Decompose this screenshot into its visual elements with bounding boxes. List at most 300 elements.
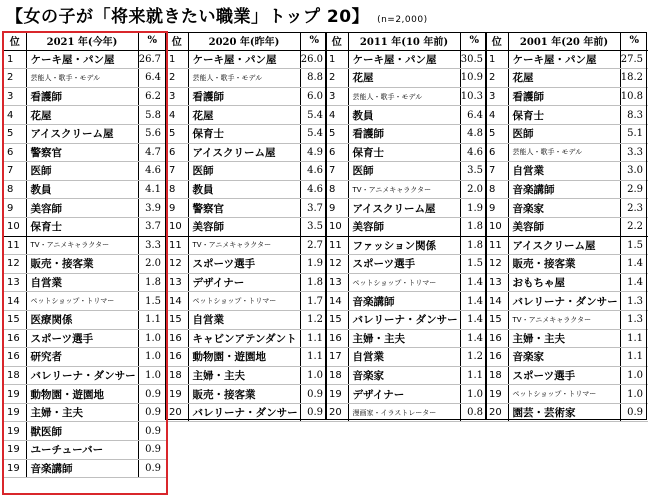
table-row xyxy=(4,143,166,162)
job-cell: デザイナー xyxy=(188,273,300,292)
rank-cell: 2 xyxy=(4,69,26,88)
percent-cell: 30.5 xyxy=(460,50,488,69)
header-year: 2021 年(今年) xyxy=(26,32,138,50)
percent-cell: 2.2 xyxy=(620,217,648,236)
percent-cell: 0.9 xyxy=(138,422,166,441)
job-cell: 芸能人・歌手・モデル xyxy=(26,69,138,88)
table-row xyxy=(326,87,488,106)
table-row xyxy=(4,459,166,478)
table-row xyxy=(326,273,488,292)
rank-cell: 11 xyxy=(486,236,508,255)
job-cell: スポーツ選手 xyxy=(348,255,460,274)
percent-cell: 5.1 xyxy=(620,124,648,143)
job-cell: ケーキ屋・パン屋 xyxy=(348,50,460,69)
percent-cell: 3.5 xyxy=(300,217,328,236)
table-row xyxy=(166,69,328,88)
percent-cell: 5.4 xyxy=(300,106,328,125)
table-row xyxy=(166,348,328,367)
percent-cell: 1.8 xyxy=(300,273,328,292)
job-cell: バレリーナ・ダンサー xyxy=(508,292,620,311)
table-row xyxy=(4,273,166,292)
percent-cell: 4.6 xyxy=(300,180,328,199)
rank-cell: 2 xyxy=(166,69,188,88)
job-cell: 主婦・主夫 xyxy=(26,403,138,422)
rank-cell: 9 xyxy=(4,199,26,218)
percent-cell: 4.9 xyxy=(300,143,328,162)
percent-cell: 1.0 xyxy=(138,329,166,348)
job-cell: ペットショップ・トリマー xyxy=(188,292,300,311)
rank-cell: 10 xyxy=(326,217,348,236)
rank-cell: 16 xyxy=(4,348,26,367)
table-row xyxy=(4,180,166,199)
job-cell: 音楽講師 xyxy=(348,292,460,311)
rank-cell: 1 xyxy=(166,50,188,69)
percent-cell: 2.7 xyxy=(300,236,328,255)
rank-cell: 9 xyxy=(486,199,508,218)
job-cell: バレリーナ・ダンサー xyxy=(26,366,138,385)
table-row xyxy=(326,180,488,199)
rank-cell: 19 xyxy=(166,385,188,404)
table-row xyxy=(486,143,648,162)
job-cell: 看護師 xyxy=(188,87,300,106)
job-cell: TV・アニメキャラクター xyxy=(348,180,460,199)
header-year: 2020 年(昨年) xyxy=(188,32,300,50)
job-cell: 警察官 xyxy=(26,143,138,162)
table-row xyxy=(166,217,328,236)
percent-cell: 3.3 xyxy=(620,143,648,162)
percent-cell: 4.6 xyxy=(138,162,166,181)
table-row xyxy=(326,329,488,348)
percent-cell: 0.9 xyxy=(620,403,648,422)
percent-cell: 1.4 xyxy=(460,329,488,348)
rank-cell: 16 xyxy=(166,348,188,367)
percent-cell: 1.3 xyxy=(620,310,648,329)
job-cell: 保育士 xyxy=(348,143,460,162)
table-row xyxy=(486,403,648,422)
job-cell: 医師 xyxy=(26,162,138,181)
table-row xyxy=(166,162,328,181)
rank-cell: 14 xyxy=(486,292,508,311)
header-rank: 位 xyxy=(4,32,26,50)
job-cell: 動物園・遊園地 xyxy=(26,385,138,404)
table-row xyxy=(326,50,488,69)
header-percent: % xyxy=(138,32,166,50)
rank-cell: 19 xyxy=(486,385,508,404)
job-cell: 看護師 xyxy=(508,87,620,106)
table-row xyxy=(166,199,328,218)
rank-cell: 4 xyxy=(326,106,348,125)
percent-cell: 1.1 xyxy=(620,329,648,348)
percent-cell: 1.5 xyxy=(460,255,488,274)
table-row xyxy=(4,69,166,88)
table-row xyxy=(326,366,488,385)
rank-cell: 7 xyxy=(326,162,348,181)
job-cell: ケーキ屋・パン屋 xyxy=(26,50,138,69)
rank-cell: 11 xyxy=(4,236,26,255)
rank-cell: 2 xyxy=(326,69,348,88)
rank-cell: 18 xyxy=(486,366,508,385)
table-row xyxy=(4,255,166,274)
table-row xyxy=(486,329,648,348)
rank-cell: 20 xyxy=(166,403,188,422)
job-cell: 販売・接客業 xyxy=(26,255,138,274)
rank-cell: 15 xyxy=(166,310,188,329)
rank-cell: 16 xyxy=(486,329,508,348)
table-row xyxy=(486,310,648,329)
percent-cell: 5.8 xyxy=(138,106,166,125)
percent-cell: 2.9 xyxy=(620,180,648,199)
table-row xyxy=(166,87,328,106)
percent-cell: 1.0 xyxy=(138,366,166,385)
table-row xyxy=(166,180,328,199)
job-cell: 美容師 xyxy=(348,217,460,236)
rank-cell: 16 xyxy=(326,329,348,348)
table-row xyxy=(4,441,166,460)
rank-cell: 13 xyxy=(166,273,188,292)
sample-size-note: (n=2,000) xyxy=(377,15,428,25)
rank-cell: 8 xyxy=(166,180,188,199)
job-cell: ファッション関係 xyxy=(348,236,460,255)
table-row xyxy=(4,310,166,329)
table-row xyxy=(486,385,648,404)
percent-cell: 1.1 xyxy=(460,366,488,385)
rank-cell: 1 xyxy=(486,50,508,69)
percent-cell: 27.5 xyxy=(620,50,648,69)
rank-cell: 11 xyxy=(166,236,188,255)
percent-cell: 18.2 xyxy=(620,69,648,88)
table-row xyxy=(4,162,166,181)
job-cell: 看護師 xyxy=(348,124,460,143)
rank-cell: 4 xyxy=(4,106,26,125)
job-cell: 動物園・遊園地 xyxy=(188,348,300,367)
job-cell: 販売・接客業 xyxy=(508,255,620,274)
table-row xyxy=(326,106,488,125)
rank-cell: 19 xyxy=(4,422,26,441)
job-cell: デザイナー xyxy=(348,385,460,404)
percent-cell: 1.4 xyxy=(460,273,488,292)
percent-cell: 4.8 xyxy=(460,124,488,143)
percent-cell: 1.4 xyxy=(620,273,648,292)
job-cell: 医師 xyxy=(508,124,620,143)
rank-cell: 20 xyxy=(486,403,508,422)
job-cell: TV・アニメキャラクター xyxy=(508,310,620,329)
percent-cell: 5.6 xyxy=(138,124,166,143)
job-cell: 看護師 xyxy=(26,87,138,106)
table-row xyxy=(326,199,488,218)
job-cell: 保育士 xyxy=(188,124,300,143)
table-row xyxy=(326,217,488,236)
percent-cell: 1.4 xyxy=(620,255,648,274)
percent-cell: 1.9 xyxy=(300,255,328,274)
table-row xyxy=(4,385,166,404)
job-cell: TV・アニメキャラクター xyxy=(188,236,300,255)
percent-cell: 1.0 xyxy=(460,385,488,404)
header-rank: 位 xyxy=(486,32,508,50)
table-row xyxy=(4,50,166,69)
table-row xyxy=(326,143,488,162)
percent-cell: 4.6 xyxy=(300,162,328,181)
percent-cell: 1.8 xyxy=(460,217,488,236)
job-cell: 獣医師 xyxy=(26,422,138,441)
job-cell: 音楽講師 xyxy=(26,459,138,478)
table-2020 xyxy=(166,32,328,422)
rank-cell: 18 xyxy=(166,366,188,385)
job-cell: アイスクリーム屋 xyxy=(188,143,300,162)
rank-cell: 3 xyxy=(486,87,508,106)
rank-cell: 3 xyxy=(4,87,26,106)
page-title xyxy=(6,4,428,30)
table-row xyxy=(326,162,488,181)
percent-cell: 10.9 xyxy=(460,69,488,88)
rank-cell: 7 xyxy=(166,162,188,181)
rank-cell: 14 xyxy=(326,292,348,311)
rank-cell: 16 xyxy=(486,348,508,367)
table-row xyxy=(166,403,328,422)
job-cell: 教員 xyxy=(348,106,460,125)
header-percent: % xyxy=(620,32,648,50)
job-cell: 教員 xyxy=(26,180,138,199)
job-cell: 音楽家 xyxy=(508,348,620,367)
table-row xyxy=(486,50,648,69)
percent-cell: 1.8 xyxy=(138,273,166,292)
percent-cell: 10.8 xyxy=(620,87,648,106)
rank-cell: 6 xyxy=(4,143,26,162)
job-cell: 音楽講師 xyxy=(508,180,620,199)
percent-cell: 6.4 xyxy=(138,69,166,88)
table-row xyxy=(166,385,328,404)
rank-cell: 5 xyxy=(326,124,348,143)
job-cell: おもちゃ屋 xyxy=(508,273,620,292)
header-percent: % xyxy=(460,32,488,50)
table-row xyxy=(4,236,166,255)
percent-cell: 2.0 xyxy=(138,255,166,274)
percent-cell: 8.3 xyxy=(620,106,648,125)
percent-cell: 2.0 xyxy=(460,180,488,199)
rank-cell: 16 xyxy=(4,329,26,348)
job-cell: 美容師 xyxy=(508,217,620,236)
percent-cell: 1.1 xyxy=(300,348,328,367)
rank-cell: 12 xyxy=(166,255,188,274)
table-row xyxy=(326,69,488,88)
percent-cell: 0.9 xyxy=(300,385,328,404)
job-cell: 保育士 xyxy=(508,106,620,125)
percent-cell: 1.9 xyxy=(460,199,488,218)
job-cell: スポーツ選手 xyxy=(188,255,300,274)
rank-cell: 20 xyxy=(326,403,348,422)
job-cell: 医師 xyxy=(188,162,300,181)
rank-cell: 7 xyxy=(4,162,26,181)
percent-cell: 1.2 xyxy=(460,348,488,367)
table-row xyxy=(4,106,166,125)
title-text: 【女の子が「将来就きたい職業」トップ 20】 xyxy=(6,7,370,27)
table-row xyxy=(326,292,488,311)
job-cell: ユーチューバー xyxy=(26,441,138,460)
job-cell: ペットショップ・トリマー xyxy=(348,273,460,292)
job-cell: 花屋 xyxy=(508,69,620,88)
table-row xyxy=(166,329,328,348)
rank-cell: 13 xyxy=(4,273,26,292)
job-cell: 主婦・主夫 xyxy=(348,329,460,348)
rank-cell: 19 xyxy=(4,441,26,460)
rank-cell: 14 xyxy=(4,292,26,311)
job-cell: 主婦・主夫 xyxy=(508,329,620,348)
rank-cell: 10 xyxy=(166,217,188,236)
job-cell: 花屋 xyxy=(188,106,300,125)
percent-cell: 1.7 xyxy=(300,292,328,311)
rank-cell: 5 xyxy=(166,124,188,143)
percent-cell: 3.7 xyxy=(138,217,166,236)
job-cell: 自営業 xyxy=(348,348,460,367)
table-row xyxy=(166,50,328,69)
percent-cell: 1.1 xyxy=(620,348,648,367)
table-row xyxy=(486,273,648,292)
job-cell: 芸能人・歌手・モデル xyxy=(188,69,300,88)
job-cell: ペットショップ・トリマー xyxy=(508,385,620,404)
rank-cell: 15 xyxy=(486,310,508,329)
job-cell: アイスクリーム屋 xyxy=(26,124,138,143)
job-cell: 花屋 xyxy=(26,106,138,125)
job-cell: 研究者 xyxy=(26,348,138,367)
rank-cell: 12 xyxy=(326,255,348,274)
job-cell: 美容師 xyxy=(26,199,138,218)
table-2001 xyxy=(486,32,648,422)
table-row xyxy=(4,422,166,441)
percent-cell: 1.0 xyxy=(300,366,328,385)
rank-cell: 1 xyxy=(4,50,26,69)
job-cell: 自営業 xyxy=(26,273,138,292)
rank-cell: 11 xyxy=(326,236,348,255)
rank-cell: 19 xyxy=(4,403,26,422)
job-cell: 芸能人・歌手・モデル xyxy=(508,143,620,162)
job-cell: ペットショップ・トリマー xyxy=(26,292,138,311)
table-row xyxy=(486,366,648,385)
header-year: 2001 年(20 年前) xyxy=(508,32,620,50)
table-row xyxy=(166,106,328,125)
job-cell: 音楽家 xyxy=(508,199,620,218)
rank-cell: 19 xyxy=(4,459,26,478)
header-rank: 位 xyxy=(166,32,188,50)
rank-cell: 7 xyxy=(486,162,508,181)
rank-cell: 19 xyxy=(4,385,26,404)
job-cell: 警察官 xyxy=(188,199,300,218)
table-row xyxy=(486,255,648,274)
percent-cell: 8.8 xyxy=(300,69,328,88)
percent-cell: 0.9 xyxy=(138,403,166,422)
table-2021 xyxy=(4,32,166,478)
rank-cell: 12 xyxy=(486,255,508,274)
job-cell: アイスクリーム屋 xyxy=(508,236,620,255)
rank-cell: 6 xyxy=(326,143,348,162)
header-rank: 位 xyxy=(326,32,348,50)
rank-cell: 2 xyxy=(486,69,508,88)
rank-cell: 18 xyxy=(326,366,348,385)
rank-cell: 16 xyxy=(166,329,188,348)
job-cell: 主婦・主夫 xyxy=(188,366,300,385)
job-cell: 自営業 xyxy=(508,162,620,181)
rank-cell: 13 xyxy=(486,273,508,292)
table-row xyxy=(486,180,648,199)
percent-cell: 4.1 xyxy=(138,180,166,199)
table-row xyxy=(326,255,488,274)
table-row xyxy=(486,217,648,236)
percent-cell: 0.9 xyxy=(138,441,166,460)
rank-cell: 18 xyxy=(4,366,26,385)
percent-cell: 1.0 xyxy=(620,385,648,404)
percent-cell: 1.4 xyxy=(460,292,488,311)
rank-cell: 12 xyxy=(4,255,26,274)
percent-cell: 3.9 xyxy=(138,199,166,218)
table-row xyxy=(166,292,328,311)
rank-cell: 8 xyxy=(4,180,26,199)
job-cell: バレリーナ・ダンサー xyxy=(348,310,460,329)
table-row xyxy=(166,143,328,162)
header-year: 2011 年(10 年前) xyxy=(348,32,460,50)
percent-cell: 5.4 xyxy=(300,124,328,143)
job-cell: 音楽家 xyxy=(348,366,460,385)
rank-cell: 19 xyxy=(326,385,348,404)
ranking-table xyxy=(326,32,488,422)
job-cell: 販売・接客業 xyxy=(188,385,300,404)
percent-cell: 6.0 xyxy=(300,87,328,106)
rank-cell: 9 xyxy=(166,199,188,218)
job-cell: 花屋 xyxy=(348,69,460,88)
percent-cell: 1.8 xyxy=(460,236,488,255)
rank-cell: 3 xyxy=(166,87,188,106)
header-row xyxy=(326,32,488,50)
table-row xyxy=(326,124,488,143)
rank-cell: 10 xyxy=(4,217,26,236)
percent-cell: 6.2 xyxy=(138,87,166,106)
rank-cell: 4 xyxy=(486,106,508,125)
job-cell: スポーツ選手 xyxy=(26,329,138,348)
rank-cell: 17 xyxy=(326,348,348,367)
table-row xyxy=(166,273,328,292)
job-cell: 教員 xyxy=(188,180,300,199)
percent-cell: 4.6 xyxy=(460,143,488,162)
rank-cell: 15 xyxy=(326,310,348,329)
job-cell: 漫画家・イラストレーター xyxy=(348,403,460,422)
percent-cell: 1.3 xyxy=(620,292,648,311)
table-row xyxy=(326,385,488,404)
rank-cell: 15 xyxy=(4,310,26,329)
ranking-table xyxy=(486,32,648,422)
job-cell: キャビンアテンダント xyxy=(188,329,300,348)
percent-cell: 4.7 xyxy=(138,143,166,162)
header-row xyxy=(486,32,648,50)
table-row xyxy=(486,69,648,88)
percent-cell: 6.4 xyxy=(460,106,488,125)
rank-cell: 3 xyxy=(326,87,348,106)
rank-cell: 5 xyxy=(4,124,26,143)
job-cell: 医師 xyxy=(348,162,460,181)
table-row xyxy=(486,348,648,367)
job-cell: 医療関係 xyxy=(26,310,138,329)
ranking-table xyxy=(166,32,328,422)
percent-cell: 1.5 xyxy=(620,236,648,255)
job-cell: スポーツ選手 xyxy=(508,366,620,385)
table-row xyxy=(486,87,648,106)
table-row xyxy=(326,403,488,422)
job-cell: 園芸・芸術家 xyxy=(508,403,620,422)
rank-cell: 9 xyxy=(326,199,348,218)
percent-cell: 1.4 xyxy=(460,310,488,329)
percent-cell: 3.5 xyxy=(460,162,488,181)
rank-cell: 6 xyxy=(166,143,188,162)
table-row xyxy=(166,255,328,274)
table-row xyxy=(486,199,648,218)
job-cell: アイスクリーム屋 xyxy=(348,199,460,218)
percent-cell: 1.0 xyxy=(138,348,166,367)
